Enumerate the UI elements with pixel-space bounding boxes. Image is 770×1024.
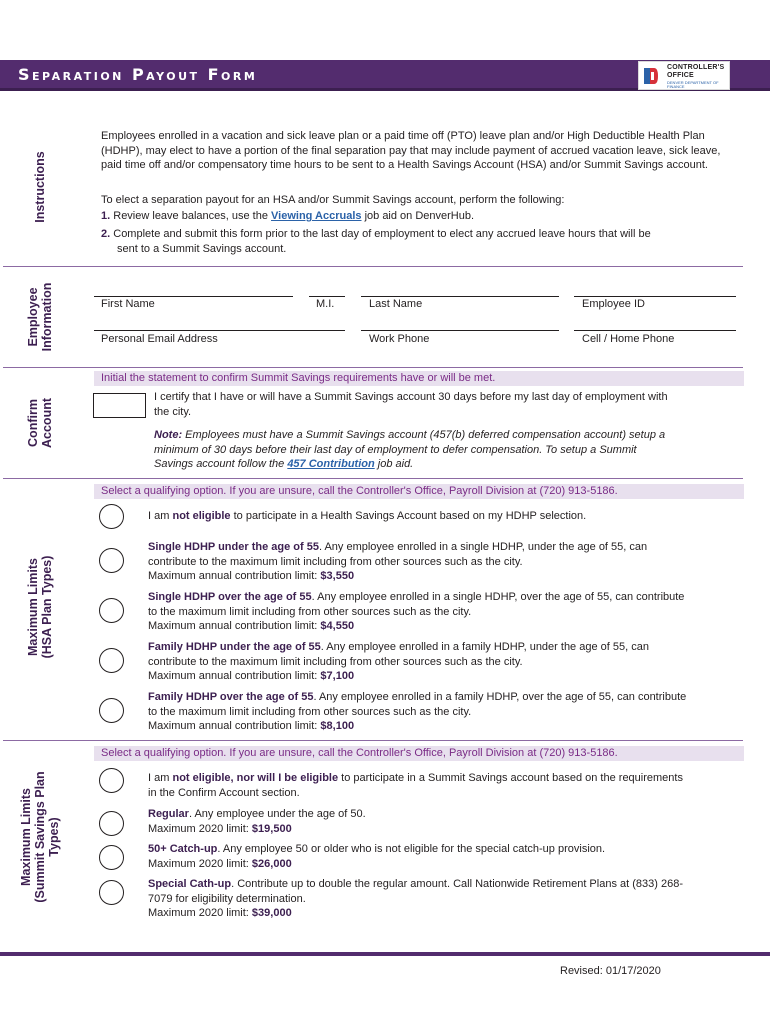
summit-option-not-eligible <box>148 771 738 800</box>
instructions-step-2 <box>101 227 741 256</box>
hsa-limits-label <box>0 479 80 735</box>
logo-title <box>667 64 724 80</box>
hsa-option-family-under-55 <box>148 640 738 684</box>
hsa-opt3-bold: Family HDHP under the age of 55 <box>148 641 321 653</box>
summit-option-special-catch-up <box>148 877 738 921</box>
summit-opt1-rest: . Any employee under the age of 50. <box>188 808 366 820</box>
employee-id-field[interactable] <box>574 296 736 297</box>
middle-initial-label: M.I. <box>316 298 335 310</box>
last-name-label: Last Name <box>369 298 423 310</box>
certify-line2: the city. <box>154 405 192 418</box>
employee-id-label: Employee ID <box>582 298 645 310</box>
summit-opt3-line2: 7079 for eligibility determination. <box>148 892 306 905</box>
hsa-single-over-55-radio[interactable] <box>99 598 124 623</box>
page-title: Separation Payout Form <box>18 65 258 84</box>
summit-not-eligible-radio[interactable] <box>99 768 124 793</box>
hsa-opt2-rest: . Any employee enrolled in a single HDHP, over the age of 55, can contribute <box>311 591 685 603</box>
summit-opt2-limit-label: Maximum 2020 limit: <box>148 857 249 870</box>
employee-information-section <box>0 267 770 367</box>
hsa-opt3-limit: $7,100 <box>320 670 355 682</box>
summit-opt0-line2: in the Confirm Account section. <box>148 786 300 799</box>
step-1-text-end: job aid on DenverHub. <box>364 210 475 222</box>
hsa-option-single-under-55 <box>148 540 738 584</box>
first-name-label: First Name <box>101 298 155 310</box>
hsa-family-under-55-radio[interactable] <box>99 648 124 673</box>
first-name-field[interactable] <box>94 296 293 297</box>
logo-subtitle: DENVER DEPARTMENT OF FINANCE <box>667 80 719 89</box>
summit-opt0-post: to participate in a Summit Savings account based on the requirements <box>341 772 683 784</box>
confirm-instruction-bar: Initial the statement to confirm Summit Savings requirements have or will be met. <box>94 371 744 386</box>
summit-catch-up-radio[interactable] <box>99 845 124 870</box>
hsa-not-eligible-radio[interactable] <box>99 504 124 529</box>
confirm-label-line2: Account <box>40 398 54 448</box>
summit-opt1-bold: Regular <box>148 808 189 820</box>
note-line1: Employees must have a Summit Savings account (457(b) deferred compensation account) setup a <box>185 429 666 441</box>
instructions-intro: To elect a separation payout for an HSA and/or Summit Savings account, perform the following: <box>101 194 565 206</box>
viewing-accruals-link[interactable]: Viewing Accruals <box>271 210 362 222</box>
summit-label-line1: Maximum Limits <box>19 788 33 886</box>
summit-opt3-limit: $39,000 <box>251 907 292 919</box>
footer-rule <box>0 952 770 956</box>
summit-opt2-rest: . Any employee 50 or older who is not eligible for the special catch-up provision. <box>217 843 606 855</box>
instructions-step-1 <box>101 209 741 224</box>
employee-information-label-text <box>26 283 54 352</box>
note-line3-end: job aid. <box>377 458 414 470</box>
hsa-opt1-line2: contribute to the maximum limit including from other sources such as the city. <box>148 555 523 568</box>
hsa-opt4-limit-label: Maximum annual contribution limit: <box>148 720 318 732</box>
summit-opt2-bold: 50+ Catch-up <box>148 843 218 855</box>
hsa-option-not-eligible <box>148 509 738 524</box>
hsa-opt1-limit: $3,550 <box>320 570 355 582</box>
email-label: Personal Email Address <box>101 333 218 345</box>
summit-instruction-bar: Select a qualifying option. If you are unsure, call the Controller's Office, Payroll Division at (720) 913-5186. <box>94 746 744 761</box>
summit-label-line2: (Summit Savings Plan <box>33 771 47 903</box>
note-label: Note: <box>154 429 183 441</box>
summit-option-catch-up <box>148 842 738 871</box>
summit-opt1-limit: $19,500 <box>251 822 292 835</box>
summit-limits-label-text <box>19 771 61 902</box>
instructions-label <box>0 108 80 266</box>
initials-box[interactable] <box>93 393 146 418</box>
employee-label-line1: Employee <box>26 287 40 347</box>
certify-line1: I certify that I have or will have a Summit Savings account 30 days before my last day of employment with <box>154 391 668 403</box>
summit-opt3-bold: Special Cath-up <box>148 878 232 890</box>
hsa-family-over-55-radio[interactable] <box>99 698 124 723</box>
work-phone-field[interactable] <box>361 330 559 331</box>
logo-title-line1: CONTROLLER'S <box>667 64 725 71</box>
step-2-text: Complete and submit this form prior to the last day of employment to elect any accrued leave hours that will be <box>113 228 651 240</box>
hsa-option-single-over-55 <box>148 590 738 634</box>
hsa-option-family-over-55 <box>148 690 738 734</box>
hsa-limits-label-text <box>26 556 54 659</box>
confirm-note <box>154 428 744 472</box>
hsa-opt2-line2: to the maximum limit including from other sources such as the city. <box>148 605 472 618</box>
work-phone-label: Work Phone <box>369 333 430 345</box>
step-2-number: 2. <box>101 228 111 240</box>
summit-opt3-limit-label: Maximum 2020 limit: <box>148 907 249 919</box>
hsa-label-line2: (HSA Plan Types) <box>40 555 54 659</box>
middle-initial-field[interactable] <box>309 296 345 297</box>
summit-opt1-limit-label: Maximum 2020 limit: <box>148 822 249 835</box>
hsa-opt3-limit-label: Maximum annual contribution limit: <box>148 670 318 682</box>
email-field[interactable] <box>94 330 345 331</box>
hsa-opt3-rest: . Any employee enrolled in a family HDHP, under the age of 55, can <box>320 641 649 653</box>
revision-date: Revised: 01/17/2020 <box>560 965 661 977</box>
hsa-opt2-bold: Single HDHP over the age of 55 <box>148 591 312 603</box>
hsa-opt1-limit-label: Maximum annual contribution limit: <box>148 570 318 582</box>
hsa-opt2-limit-label: Maximum annual contribution limit: <box>148 620 318 632</box>
hsa-opt0-bold: not eligible <box>172 510 231 522</box>
instructions-paragraph: Employees enrolled in a vacation and sick leave plan or a paid time off (PTO) leave plan and/or High Deductible Health Plan (HDHP), may elect to have a portion of the final separation pay that may include payment of accrued vacation leave, sick leave, paid time off and/or compensatory time hours to be sent to a Health Savings Account (HSA) and/or Summit Savings account. <box>101 130 721 171</box>
hsa-opt0-post: to participate in a Health Savings Account based on my HDHP selection. <box>233 510 587 522</box>
logo-title-line2: OFFICE <box>667 72 694 79</box>
summit-opt3-rest: . Contribute up to double the regular amount. Call Nationwide Retirement Plans at (833) 268- <box>231 878 683 890</box>
controllers-office-logo <box>638 61 730 90</box>
hsa-instruction-bar: Select a qualifying option. If you are unsure, call the Controller's Office, Payroll Division at (720) 913-5186. <box>94 484 744 499</box>
step-1-text: Review leave balances, use the <box>113 210 268 222</box>
hsa-opt4-bold: Family HDHP over the age of 55 <box>148 691 314 703</box>
note-line3: Savings account follow the <box>154 458 285 470</box>
summit-regular-radio[interactable] <box>99 811 124 836</box>
hsa-single-under-55-radio[interactable] <box>99 548 124 573</box>
summit-limits-label <box>0 741 80 933</box>
employee-label-line2: Information <box>40 282 54 352</box>
hsa-opt4-rest: . Any employee enrolled in a family HDHP, over the age of 55, can contribute <box>313 691 687 703</box>
hsa-opt1-bold: Single HDHP under the age of 55 <box>148 541 319 553</box>
certify-statement <box>154 390 744 419</box>
confirm-account-label-text <box>26 398 54 448</box>
denver-logo-icon <box>643 66 659 86</box>
hsa-opt2-limit: $4,550 <box>320 620 355 632</box>
last-name-field[interactable] <box>361 296 559 297</box>
summit-opt2-limit: $26,000 <box>251 857 292 870</box>
instructions-label-text: Instructions <box>33 151 47 223</box>
summit-option-regular <box>148 807 738 836</box>
summit-special-catch-up-radio[interactable] <box>99 880 124 905</box>
confirm-label-line1: Confirm <box>26 399 40 447</box>
step-1-number: 1. <box>101 210 111 222</box>
summit-opt0-bold: not eligible, nor will I be eligible <box>172 772 339 784</box>
hsa-opt4-line2: to the maximum limit including from other sources such as the city. <box>148 705 472 718</box>
employee-information-label <box>0 267 80 367</box>
cell-phone-label: Cell / Home Phone <box>582 333 675 345</box>
457-contribution-link[interactable]: 457 Contribution <box>287 458 375 470</box>
cell-phone-field[interactable] <box>574 330 736 331</box>
step-2-text-cont: sent to a Summit Savings account. <box>117 242 287 255</box>
hsa-label-line1: Maximum Limits <box>26 558 40 656</box>
hsa-opt1-rest: . Any employee enrolled in a single HDHP, under the age of 55, can <box>318 541 648 553</box>
summit-label-line3: Types) <box>47 817 61 857</box>
hsa-opt0-pre: I am <box>148 510 170 522</box>
instructions-section <box>0 108 770 266</box>
hsa-opt3-line2: contribute to the maximum limit including from other sources such as the city. <box>148 655 523 668</box>
hsa-opt4-limit: $8,100 <box>320 720 355 732</box>
confirm-account-label <box>0 368 80 478</box>
summit-opt0-pre: I am <box>148 772 170 784</box>
note-line2: minimum of 30 days before their last day of employment to defer compensation. To setup a Summit <box>154 443 637 456</box>
